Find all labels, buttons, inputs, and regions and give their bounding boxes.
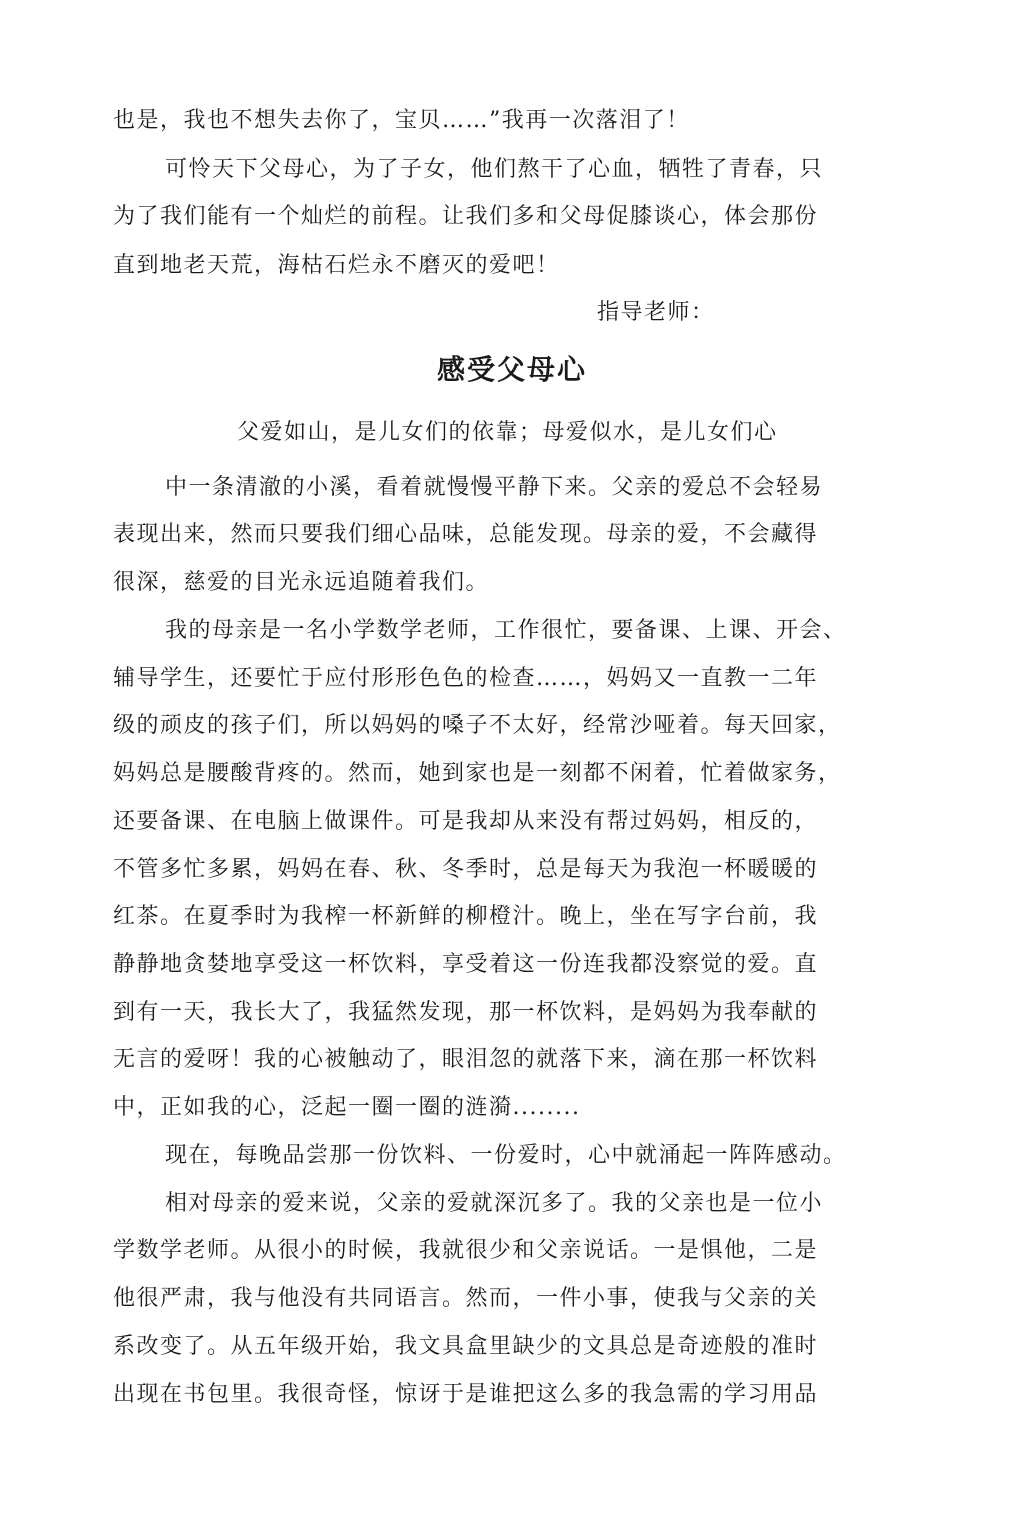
article-line-15: 中，正如我的心，泛起一圈一圈的涟漪........ <box>113 1095 581 1120</box>
prev-paragraph-line-1: 也是，我也不想失去你了，宝贝……”我再一次落泪了！ <box>113 108 690 133</box>
article-line-10: 不管多忙多累，妈妈在春、秋、冬季时，总是每天为我泡一杯暖暖的 <box>113 857 819 882</box>
article-line-12: 静静地贪婪地享受这一杯饮料，享受着这一份连我都没察觉的爱。直 <box>113 952 819 977</box>
article-line-21: 出现在书包里。我很奇怪，惊讶于是谁把这么多的我急需的学习用品 <box>113 1382 819 1407</box>
article-line-1: 父爱如山，是儿女们的依靠；母爱似水，是儿女们心 <box>237 420 778 445</box>
article-line-11: 红茶。在夏季时为我榨一杯新鲜的柳橙汁。晚上，坐在写字台前，我 <box>113 904 819 929</box>
prev-paragraph-line-4: 直到地老天荒，海枯石烂永不磨灭的爱吧！ <box>113 253 560 278</box>
article-line-9: 还要备课、在电脑上做课件。可是我却从来没有帮过妈妈，相反的， <box>113 809 819 834</box>
article-line-8: 妈妈总是腰酸背疼的。然而，她到家也是一刻都不闲着，忙着做家务， <box>113 761 842 786</box>
prev-paragraph-line-2: 可怜天下父母心，为了子女，他们熬干了心血，牺牲了青春，只 <box>165 157 824 182</box>
article-line-6: 辅导学生，还要忙于应付形形色色的检查……，妈妈又一直教一二年 <box>113 666 819 691</box>
article-line-4: 很深，慈爱的目光永远追随着我们。 <box>113 570 490 595</box>
article-line-17: 相对母亲的爱来说，父亲的爱就深沉多了。我的父亲也是一位小 <box>165 1191 824 1216</box>
article-line-14: 无言的爱呀！我的心被触动了，眼泪忽的就落下来，滴在那一杯饮料 <box>113 1047 819 1072</box>
article-line-20: 系改变了。从五年级开始，我文具盒里缺少的文具总是奇迹般的准时 <box>113 1334 819 1359</box>
article-title: 感受父母心 <box>436 353 587 386</box>
article-line-3: 表现出来，然而只要我们细心品味，总能发现。母亲的爱，不会藏得 <box>113 522 819 547</box>
article-line-18: 学数学老师。从很小的时候，我就很少和父亲说话。一是惧他，二是 <box>113 1238 819 1263</box>
article-line-19: 他很严肃，我与他没有共同语言。然而，一件小事，使我与父亲的关 <box>113 1286 819 1311</box>
instructor-signature: 指导老师： <box>597 300 715 325</box>
article-line-16: 现在，每晚品尝那一份饮料、一份爱时，心中就涌起一阵阵感动。 <box>165 1143 847 1168</box>
prev-paragraph-line-3: 为了我们能有一个灿烂的前程。让我们多和父母促膝谈心，体会那份 <box>113 204 819 229</box>
article-line-7: 级的顽皮的孩子们，所以妈妈的嗓子不太好，经常沙哑着。每天回家， <box>113 713 842 738</box>
article-line-5: 我的母亲是一名小学数学老师，工作很忙，要备课、上课、开会、 <box>165 618 847 643</box>
article-line-13: 到有一天，我长大了，我猛然发现，那一杯饮料，是妈妈为我奉献的 <box>113 1000 819 1025</box>
article-line-2: 中一条清澈的小溪，看着就慢慢平静下来。父亲的爱总不会轻易 <box>165 475 824 500</box>
